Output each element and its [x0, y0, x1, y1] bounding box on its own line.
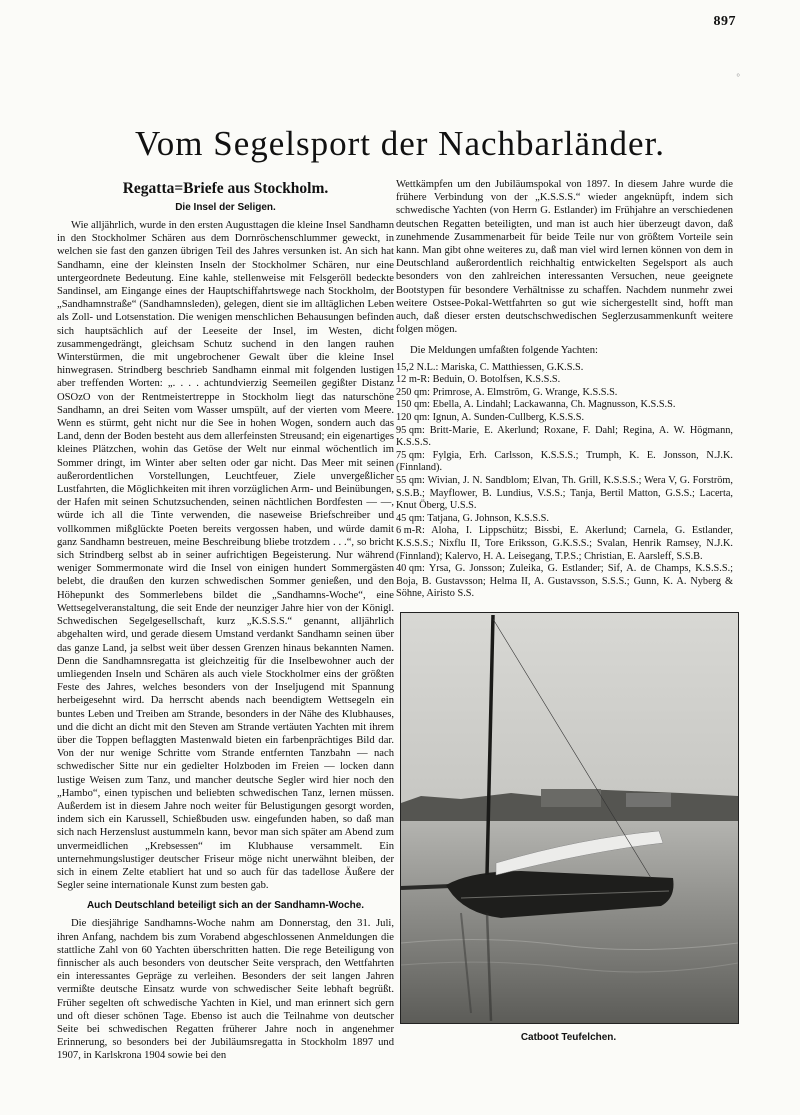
yacht-entry — [396, 387, 733, 400]
right-column — [396, 178, 733, 601]
yacht-entry — [396, 374, 733, 387]
page-number: 897 — [713, 14, 736, 29]
entry-text: Aloha, I. Lippschütz; Bissbi, E. Akerlund; Carnela, G. Estlander, K.S.S.S.; Nixflu II, Tore Eriksson, G.K.S.S.; Svalan, Henrik Ramsey, N.J.K. (Finnland); Kalervo, H. A. Leisegang, T.P.S.; Christian, E. Aarsleff, S.S.B. — [396, 525, 733, 562]
paragraph: Die diesjährige Sandhamns-Woche nahm am Donnerstag, den 31. Juli, ihren Anfang, nachdem bis zum Vorabend abgeschlossenen Anmeldungen die stattliche Zahl von 60 Yachten überschritten hatten. Die rege Beteiligung von finnischer als auch besonders von deutscher Seite versprach, den Wettfahrten ein interessantes Gepräge zu verleihen. Besonders der seit langen Jahren vermißte deutsche Einsatz wurde von schwedischer Seite lebhaft begrüßt. Früher segelten oft schwedische Yachten in Kiel, und man erinnert sich gern und oft dieser schönen Tage. Ebenso ist auch die Teilnahme von deutscher Seite bei schwedischen Regatten früherer Jahre noch in angenehmer Erinnerung, so besonders bei der Jubiläumsregatta in Stockholm 1897 und 1907, in Karlskrona 1904 sowie bei den — [57, 918, 394, 1062]
yacht-entry — [396, 525, 733, 563]
entry-text: Tatjana, G. Johnson, K.S.S.S. — [427, 512, 549, 524]
shore-building — [541, 789, 601, 807]
yacht-entry — [396, 563, 733, 601]
sailboat-photo-illustration — [401, 613, 738, 1023]
entry-class: 45 qm: — [396, 512, 425, 524]
section1-body — [57, 219, 394, 892]
yacht-entry — [396, 450, 733, 475]
entry-text: Ignun, A. Sunden-Cullberg, K.S.S.S. — [432, 412, 585, 424]
yacht-entry — [396, 513, 733, 526]
paragraph: Wettkämpfen um den Jubiläumspokal von 1897. In diesem Jahre wurde die frühere Verbindung von der „K.S.S.S.“ wieder angeknüpft, indem sich schwedische Yachten (von Herrn G. Estlander) im Frühjahre an verschiedenen deutschen Regatten beteiligten, und man ist auch hier überzeugt davon, daß zunehmende Zusammenarbeit für beide Teile nur von größtem Vorteile sein kann. Man gibt ohne weiteres zu, daß man viel wird lernen können von dem in Deutschland außerordentlich reichhaltig entwickelten Segelsport als auch besonders von den zahlreichen interessanten Versuchen, neue geeignete Bootstypen für besondere Verhältnisse zu schaffen. Nachdem nunmehr zwei weitere Ostsee-Pokal-Wettfahrten so gut wie sichergestellt sind, hofft man auch, daß dieser ersten deutschschwedischen Seglerzusammenkunft weitere folgen mögen. — [396, 179, 733, 336]
page-mark: ° — [736, 72, 740, 82]
entry-text: Primrose, A. Elmström, G. Wrange, K.S.S.S. — [432, 386, 618, 398]
article-title: Regatta=Briefe aus Stockholm. — [122, 180, 329, 197]
entry-class: 250 qm: — [396, 386, 431, 398]
yacht-entry — [396, 399, 733, 412]
yacht-entries-list — [396, 362, 733, 601]
entry-text: Britt-Marie, E. Akerlund; Roxane, F. Dahl; Regina, A. W. Högmann, K.S.S.S. — [396, 424, 733, 449]
shore-building — [626, 793, 671, 807]
entry-class: 15,2 N.L.: — [396, 361, 439, 373]
section-heading-insel: Die Insel der Seligen. — [175, 202, 276, 213]
left-column — [57, 178, 394, 1063]
entries-intro: Die Meldungen umfaßten folgende Yachten: — [410, 345, 598, 357]
main-title: Vom Segelsport der Nachbarländer. — [135, 124, 665, 163]
yacht-entry — [396, 475, 733, 513]
entry-class: 55 qm: — [396, 474, 425, 486]
section2-body — [57, 917, 394, 1062]
entry-class: 120 qm: — [396, 412, 431, 424]
paragraph: Wie alljährlich, wurde in den ersten Augusttagen die kleine Insel Sandhamn in den Stockholmer Schären aus dem Dornröschenschlummer geweckt, in welchen sie fast den ganzen übrigen Teil des Jahres versunken ist. An sich hat Sandhamn, eine der kleinsten Inseln der Stockholmer Schären, nur eine untergeordnete Bedeutung. Eine kahle, stellenweise mit Felsgeröll bedeckte Sandinsel, am Eingange eines der Hauptschiffahrtswege nach Stockholm, der „Sandhamnstraße“ (Sandhamnsleden), gelegen, dient sie im alltäglichen Leben als Zoll- und Lotsenstation. Die wenigen menschlichen Behausungen befinden sich hauptsächlich auf der Leeseite der Insel, im Westen, dicht zusammengedrängt, gleichsam Schutz suchend in den langen rauhen Winterstürmen, die mit ungebrochener Gewalt über die kleine Insel hinwegrasen. Strindberg beschrieb Sandhamn einmal mit folgenden lustigen aber treffenden Worten: „. . . . achtundvierzig Seemeilen gegißter Distanz OSOzO von der Rentmeistertreppe in Stockholm liegt das naturschöne Sandhamn, an drei Seiten vom Wasser umspült, auf der vierten vom Meere. Wenn es stürmt, geht nicht nur die See in hohen Wogen, sondern auch das Land, denn der Boden besteht aus dem allerfeinsten Streusand; ein eigenartiges kleines Plätzchen, wohin das Getöse der Welt nur einmal wöchentlich im Sommer dringt, im Winter aber selten oder gar nicht. Das Meer mit seinen außerordentlichen Vorstellungen, Leuchtfeuer, Ziele unvergeßlicher Lustfahrten, die Möglichkeiten mit ihren vorzüglichen Arm- und Beinübungen, der Hafen mit seinen Schutzsuchenden, seinen nächtlichen Bordfesten — —, würde ich all die Tinte verwenden, die naseweise Briefschreiber und vollkommen mißglückte Poeten bereits vergossen haben, und würde damit ganz Sandhamn bestreuen, meine Beschreibung bliebe trotzdem . . .“, so bricht sich Strindberg selbst ab in seiner aufrichtigen Begeisterung. Nur während weniger Sommermonate wird die Insel von einigen hundert Sommergästen belebt, die draußen den kurzen schwedischen Sommer genießen, und den Höhepunkt des Sommerlebens bildet die „Sandhamns-Woche“, eine Wettsegelveranstaltung, die seit Ende der neunziger Jahre hier von der Königl. Schwedischen Segelgesellschaft, kurz „K.S.S.S.“ genannt, alljährlich abgehalten wird, und gerade diesem Umstand verdankt Sandhamn seinen über das ganze Land, ja selbst weit über dessen Grenzen hinaus bekannten Namen. Denn die Sandhamnsregatta ist gleichzeitig für die Inselbewohner auch der umliegenden Inseln und Schären als auch viele Stockholmer eins der größten Feste des Jahres, welches besonders von der Inseljugend mit Spannung herbeigesehnt wird. Da herrscht abends nach beendigtem Wettsegeln ein buntes Leben und Treiben am Strande, besonders in der Nähe des Klubhauses, und die dicht an dicht mit den Steven am Strande vertäuten Yachten mit ihrem über die Toppen beflaggten Mastenwald bieten ein farbenprächtiges Bild dar. Von der nur wenige Schritte vom Strande entfernten Tanzbahn — nach schwedischer Sitte nur ein gedielter Holzboden im Freien — locken dann lustige Weisen zum Tanz, und mancher deutsche Segler wird hier noch den „Hambo“, einen typischen und beliebten schwedischen Tanz, lernen müssen. Außerdem ist in diesem Jahre noch weiter für Belustigungen gesorgt worden, indem sich ein Karussell, Schießbuden usw. eingefunden haben, so daß man sich nach Herzenslust austummeln kann, bevor man sich später am Abend zum unvermeidlichen „Krebsessen“ im Klubhause versammelt. Ein unternehmungslustiger deutscher Friseur möge nicht unerwähnt bleiben, der sich in einem Zelte etabliert hat und so auch für das tadellose Äußere der Segler seine internationale Kunst zum besten gab. — [57, 220, 394, 892]
entry-text: Beduin, O. Botolfsen, K.S.S.S. — [432, 374, 561, 386]
entry-class: 40 qm: — [396, 563, 425, 575]
yacht-entry — [396, 425, 733, 450]
yacht-entry — [396, 362, 733, 375]
entry-text: Ebella, A. Lindahl; Lackawanna, Ch. Magnusson, K.S.S.S. — [432, 399, 676, 411]
section-heading-deutschland: Auch Deutschland beteiligt sich an der Sandhamn-Woche. — [86, 900, 365, 912]
entry-class: 75 qm: — [396, 449, 425, 461]
photo-caption: Catboot Teufelchen. — [520, 1032, 617, 1043]
catboot-photo — [400, 612, 739, 1024]
entry-class: 12 m-R: — [396, 374, 431, 386]
entry-text: Mariska, C. Matthiessen, G.K.S.S. — [440, 361, 584, 373]
sky — [401, 613, 738, 818]
entry-text: Wivian, J. N. Sandblom; Elvan, Th. Grill, K.S.S.S.; Wera V, G. Forström, S.S.B.; Mayflower, B. Lundius, V.S.S.; Tanja, Bertil Matton, G.S.S.; Lacerta, Knut Öberg, U.S.S. — [396, 474, 733, 512]
entry-text: Fylgia, Erh. Carlsson, K.S.S.S.; Trumph, K. E. Jonsson, N.J.K. (Finnland). — [396, 449, 733, 474]
entry-class: 6 m-R: — [396, 525, 425, 537]
entry-class: 150 qm: — [396, 399, 431, 411]
yacht-entry — [396, 412, 733, 425]
entry-text: Yrsa, G. Jonsson; Zuleika, G. Estlander; Sif, A. de Champs, K.S.S.S.; Boja, B. Gustavsson; Helma II, A. Gustavsson, S.S.S.; Gunn, K. A. Nyberg & Söhne, Airisto S.S. — [396, 563, 734, 600]
entry-class: 95 qm: — [396, 424, 425, 436]
